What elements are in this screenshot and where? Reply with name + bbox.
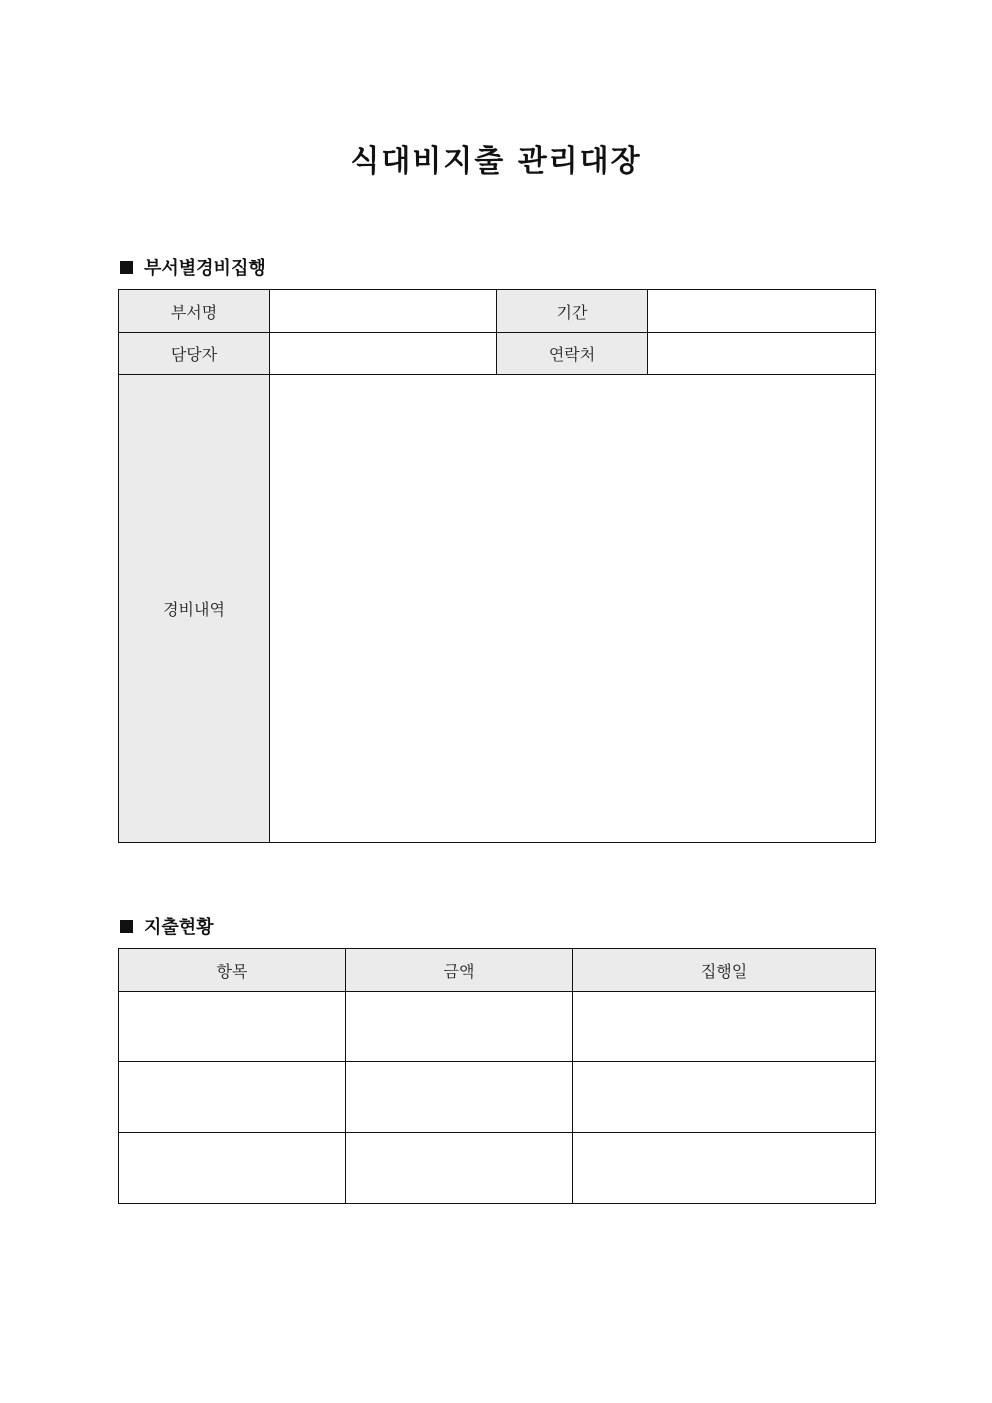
amount-cell[interactable]	[346, 1062, 573, 1133]
item-cell[interactable]	[119, 992, 346, 1062]
department-expense-table	[118, 289, 876, 843]
contact-field[interactable]	[648, 333, 876, 375]
table-row	[119, 1133, 876, 1204]
column-header-amount: 금액	[346, 949, 573, 992]
table-row	[119, 992, 876, 1062]
contact-label: 연락처	[497, 333, 648, 375]
section-heading-department-expense	[118, 254, 266, 280]
document-title: 식대비지출 관리대장	[350, 144, 642, 179]
item-cell[interactable]	[119, 1062, 346, 1133]
expense-details-field[interactable]	[270, 375, 876, 843]
expense-details-label: 경비내역	[119, 375, 270, 843]
amount-cell[interactable]	[346, 1133, 573, 1204]
column-header-execution-date: 집행일	[573, 949, 876, 992]
department-label: 부서명	[119, 290, 270, 333]
execution-date-cell[interactable]	[573, 1062, 876, 1133]
section-heading-text: 부서별경비집행	[144, 258, 266, 279]
table-row	[119, 1062, 876, 1133]
expenditure-status-table	[118, 948, 876, 1204]
department-field[interactable]	[270, 290, 497, 333]
manager-field[interactable]	[270, 333, 497, 375]
section-heading-expenditure-status	[118, 913, 214, 939]
square-bullet-icon	[120, 261, 133, 274]
column-header-item: 항목	[119, 949, 346, 992]
section-heading-text: 지출현황	[144, 917, 214, 938]
square-bullet-icon	[120, 920, 133, 933]
table-header-row	[119, 949, 876, 992]
manager-label: 담당자	[119, 333, 270, 375]
item-cell[interactable]	[119, 1133, 346, 1204]
period-label: 기간	[497, 290, 648, 333]
execution-date-cell[interactable]	[573, 992, 876, 1062]
period-field[interactable]	[648, 290, 876, 333]
execution-date-cell[interactable]	[573, 1133, 876, 1204]
amount-cell[interactable]	[346, 992, 573, 1062]
